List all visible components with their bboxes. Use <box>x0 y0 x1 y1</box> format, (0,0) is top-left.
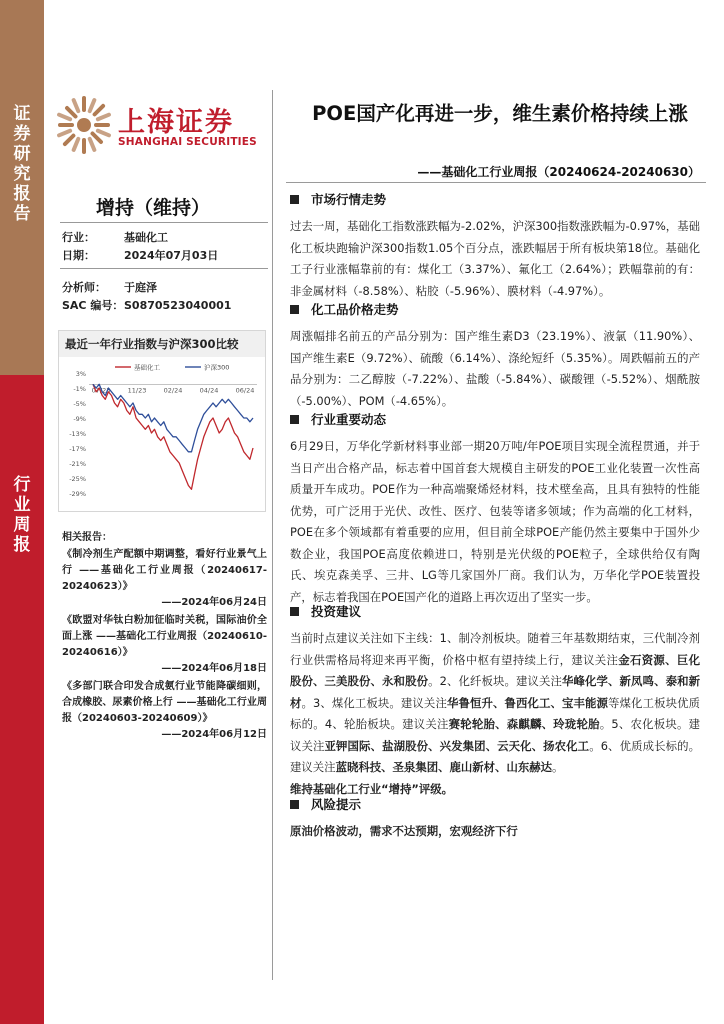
x-tick-label: 04/24 <box>199 386 219 395</box>
section-heading-text: 风险提示 <box>311 797 362 812</box>
x-tick-label: 11/23 <box>127 386 147 395</box>
section-market <box>290 190 700 302</box>
section-heading-text: 行业重要动态 <box>311 412 387 427</box>
stock-picks: 金石资源、巨化股份、三美股份、永和股份 <box>290 652 700 688</box>
body-text: 。2、化纤板块。建议关注 <box>428 674 563 688</box>
report-title: POE国产化再进一步，维生素价格持续上涨 <box>312 102 688 125</box>
y-tick-label: -9% <box>73 415 86 423</box>
body-text: 当前时点建议关注如下主线：1、制冷剂板块。随着三年基数期结束，三代制冷剂行业供需格局将迎来再平衡，价格中枢有望持续上行，建议关注 <box>290 631 700 667</box>
bullet-square-icon <box>290 607 299 616</box>
section-prices <box>290 300 700 412</box>
meta-sac <box>62 297 231 313</box>
chart-plot <box>59 359 265 509</box>
body-text: 。3、煤化工板块。建议关注 <box>301 695 447 710</box>
section-body: 周涨幅排名前五的产品分别为：国产维生素D3（23.19%）、液氯（11.90%）、国产维生素E（9.72%）、硫酸（6.14%）、涤纶短纤（5.35%）。周跌幅前五的产品分别为：二乙醇胺（-7.22%）、盐酸（-5.84%）、碳酸锂（-5.52%）、烟酰胺（-5.00%）、POM（-4.65%）。 <box>290 329 700 408</box>
bullet-square-icon <box>290 800 299 809</box>
meta-key: 分析师： <box>62 281 106 294</box>
rating: 增持（维持） <box>96 197 211 219</box>
sidebar-char: 报 <box>13 184 31 204</box>
related-report-date: ——2024年06月12日 <box>161 729 267 740</box>
y-tick-label: -21% <box>69 460 86 468</box>
meta-rule <box>60 268 268 269</box>
sidebar-char: 业 <box>13 495 31 515</box>
sidebar <box>0 0 44 1024</box>
logo-emblem-icon <box>56 94 112 156</box>
sidebar-char: 证 <box>13 104 31 124</box>
body-text: 。6、优质成长标的。建议关注 <box>290 738 700 774</box>
section-news <box>290 410 700 608</box>
section-investment <box>290 602 700 800</box>
section-heading <box>290 190 700 210</box>
sidebar-top-band <box>0 0 44 375</box>
section-heading <box>290 410 700 430</box>
column-divider <box>272 90 273 980</box>
related-report-title: 《欧盟对华钛白粉加征临时关税，国际油价全面上涨 ——基础化工行业周报（20240610-20240616）》 <box>62 615 267 658</box>
sidebar-char: 研 <box>13 144 31 164</box>
section-heading <box>290 795 700 815</box>
chart-title: 最近一年行业指数与沪深300比较 <box>59 331 265 357</box>
bullet-square-icon <box>290 195 299 204</box>
related-report-date: ——2024年06月24日 <box>161 597 267 608</box>
bullet-square-icon <box>290 415 299 424</box>
body-text: 。 <box>552 760 564 774</box>
related-reports <box>62 530 267 745</box>
sidebar-weekly-label <box>0 475 44 555</box>
section-heading <box>290 602 700 622</box>
x-tick-label: 07/23 <box>91 386 111 395</box>
stock-picks: 蓝晓科技、圣泉集团、鹿山新材、山东赫达 <box>335 760 553 774</box>
section-risk <box>290 795 700 843</box>
meta-key: 行业： <box>62 231 95 244</box>
y-tick-label: -29% <box>69 490 86 498</box>
section-heading-text: 投资建议 <box>311 604 362 619</box>
meta-industry <box>62 229 168 245</box>
stock-picks: 亚钾国际、盐湖股份、兴发集团、云天化、扬农化工 <box>324 738 590 753</box>
rating-rule <box>60 222 268 223</box>
sidebar-char: 告 <box>13 204 31 224</box>
y-tick-label: -13% <box>69 430 86 438</box>
sidebar-char: 券 <box>13 124 31 144</box>
related-report-title: 《多部门联合印发合成氨行业节能降碳细则，合成橡胶、尿素价格上行 ——基础化工行业周报（20240603-20240609）》 <box>62 681 267 724</box>
stock-picks: 华鲁恒升、鲁西化工、宝丰能源 <box>446 695 609 710</box>
x-tick-label: 02/24 <box>163 386 183 395</box>
meta-analyst <box>62 279 157 295</box>
sidebar-char: 周 <box>13 515 31 535</box>
meta-value: 于庭泽 <box>124 281 157 294</box>
stock-picks: 赛轮轮胎、森麒麟、玲珑轮胎 <box>448 717 600 731</box>
x-tick-label: 06/24 <box>235 386 255 395</box>
y-tick-label: 3% <box>75 370 86 378</box>
legend-label: 沪深300 <box>204 363 230 372</box>
section-body: 过去一周，基础化工指数涨跌幅为-2.02%，沪深300指数涨跌幅为-0.97%，基础化工板块跑输沪深300指数1.05个百分点，涨跌幅居于所有板块第18位。基础化工子行业涨幅靠前的有：煤化工（3.37%）、氟化工（2.64%）；跌幅靠前的有：非金属材料（-8.58%）、粘胶（-5.96%）、膜材料（-4.97%）。 <box>290 219 700 298</box>
rating-statement: 维持基础化工行业“增持”评级。 <box>290 781 454 796</box>
section-heading-text: 市场行情走势 <box>311 192 387 207</box>
bullet-square-icon <box>290 305 299 314</box>
sidebar-char: 报 <box>13 535 31 555</box>
section-heading <box>290 300 700 320</box>
y-tick-label: -5% <box>73 400 86 408</box>
sidebar-report-type <box>0 104 44 224</box>
y-tick-label: -17% <box>69 445 86 453</box>
meta-key: SAC 编号： <box>62 299 124 312</box>
y-tick-label: -25% <box>69 475 86 483</box>
section-body <box>290 628 700 800</box>
report-subtitle: ——基础化工行业周报（20240624-20240630） <box>417 165 700 179</box>
section-body: 原油价格波动，需求不达预期，宏观经济下行 <box>290 824 518 838</box>
meta-value: S0870523040001 <box>124 299 232 312</box>
company-logo <box>56 94 266 160</box>
meta-key: 日期： <box>62 249 95 262</box>
stock-picks: 华峰化学、新凤鸣、泰和新材 <box>290 674 700 710</box>
related-report-title: 《制冷剂生产配额中期调整，看好行业景气上行 ——基础化工行业周报（20240617-20240623）》 <box>62 549 267 592</box>
logo-name-en: SHANGHAI SECURITIES <box>118 136 257 148</box>
logo-name-cn: 上海证券 <box>118 107 234 138</box>
meta-value: 2024年07月03日 <box>124 249 219 262</box>
body-text: 。5、农化板块。建议关注 <box>290 717 700 753</box>
meta-value: 基础化工 <box>124 231 168 244</box>
title-rule <box>286 182 706 183</box>
body-text: 等煤化工板块优质标的。4、轮胎板块。建议关注 <box>290 695 700 731</box>
related-report-date: ——2024年06月18日 <box>161 663 267 674</box>
related-reports-heading: 相关报告： <box>62 532 112 543</box>
sidebar-bottom-band <box>0 375 44 1024</box>
meta-date <box>62 247 218 263</box>
index-comparison-chart <box>58 330 266 512</box>
section-heading-text: 化工品价格走势 <box>311 302 399 317</box>
sidebar-char: 究 <box>13 164 31 184</box>
section-body: 6月29日，万华化学新材料事业部一期20万吨/年POE项目实现全流程贯通，并于当日产出合格产品，标志着中国首套大规模自主研发的POE工业化装置一次性高质量开车成功。POE作为一种高端聚烯烃材料，技术壁垒高，且具有独特的性能优势，可广泛用于光伏、改性、医疗、包装等诸多领域；作为高端的化工材料，POE在多个领域都有着重要的应用，但目前全球POE产能仍然主要集中于国外少数企业，我国POE高度依赖进口，特别是光伏级的POE粒子，全球供给仅有陶氏、埃克森美孚、三井、LG等几家国外厂商。我们认为，万华化学POE装置投产，标志着我国在POE国产化的道路上再次迈出了坚实一步。 <box>290 439 700 604</box>
y-tick-label: -1% <box>73 385 86 393</box>
sidebar-char: 行 <box>13 475 31 495</box>
legend-label: 基础化工 <box>134 363 160 372</box>
